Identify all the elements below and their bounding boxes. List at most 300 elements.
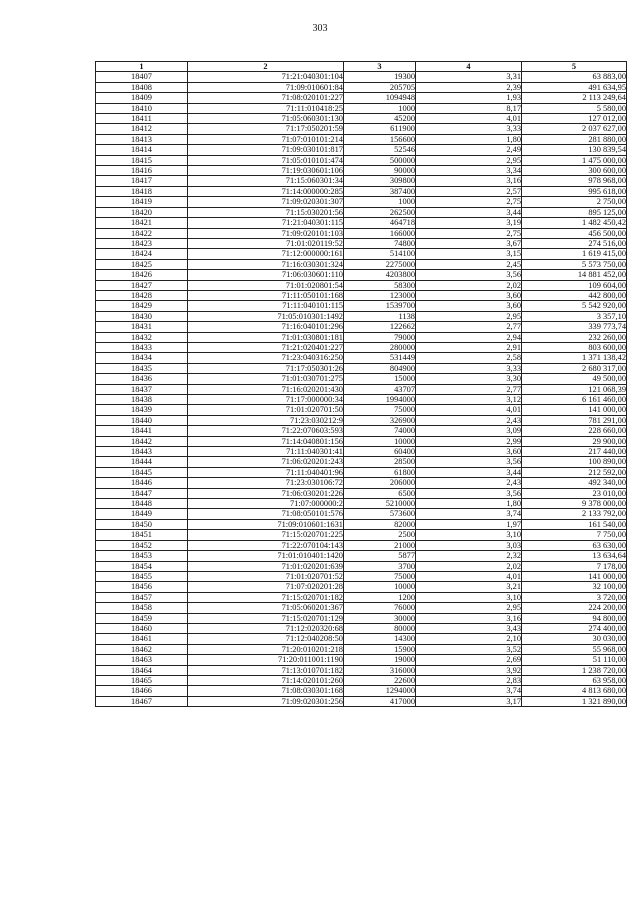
table-cell: 232 260,00: [522, 332, 627, 342]
table-cell: 2,10: [416, 634, 522, 644]
table-cell: 2 750,00: [522, 197, 627, 207]
table-cell: 10000: [344, 436, 416, 446]
table-cell: 1200: [344, 592, 416, 602]
table-cell: 1094948: [344, 93, 416, 103]
table-cell: 18441: [96, 426, 188, 436]
table-cell: 18408: [96, 82, 188, 92]
table-cell: 2,75: [416, 228, 522, 238]
table-cell: 71:21:020401:227: [188, 342, 344, 352]
table-cell: 18460: [96, 623, 188, 633]
table-cell: 2275000: [344, 259, 416, 269]
table-cell: 514100: [344, 249, 416, 259]
table-cell: 71:23:030106:72: [188, 478, 344, 488]
table-cell: 32 100,00: [522, 582, 627, 592]
table-cell: 228 660,00: [522, 426, 627, 436]
table-cell: 71:17:050201:59: [188, 124, 344, 134]
column-header-1: 1: [96, 62, 188, 72]
table-cell: 217 440,00: [522, 447, 627, 457]
table-cell: 326900: [344, 415, 416, 425]
table-cell: 18439: [96, 405, 188, 415]
table-cell: 18450: [96, 519, 188, 529]
table-cell: 2,95: [416, 155, 522, 165]
table-row: [96, 530, 627, 540]
table-row: [96, 280, 627, 290]
table-cell: 18440: [96, 415, 188, 425]
table-row: [96, 82, 627, 92]
table-row: [96, 551, 627, 561]
table-cell: 71:05:060201:367: [188, 603, 344, 613]
table-cell: 71:13:010701:182: [188, 665, 344, 675]
table-cell: 51 110,00: [522, 655, 627, 665]
table-cell: 71:23:040316:250: [188, 353, 344, 363]
table-cell: 3,09: [416, 426, 522, 436]
table-cell: 2,02: [416, 561, 522, 571]
table-cell: 995 618,00: [522, 186, 627, 196]
table-cell: 1,97: [416, 519, 522, 529]
table-cell: 3,15: [416, 249, 522, 259]
table-cell: 43707: [344, 384, 416, 394]
table-cell: 18458: [96, 603, 188, 613]
table-cell: 71:15:060301:34: [188, 176, 344, 186]
table-row: [96, 395, 627, 405]
table-cell: 2,69: [416, 655, 522, 665]
table-cell: 4,01: [416, 571, 522, 581]
table-cell: 71:15:020701:182: [188, 592, 344, 602]
table-cell: 3,44: [416, 207, 522, 217]
table-row: [96, 655, 627, 665]
table-cell: 573600: [344, 509, 416, 519]
table-cell: 3,10: [416, 530, 522, 540]
table-cell: 71:12:020320:68: [188, 623, 344, 633]
table-cell: 611900: [344, 124, 416, 134]
table-cell: 71:07:010101:214: [188, 134, 344, 144]
page-number: 303: [312, 23, 328, 34]
table-cell: 417000: [344, 696, 416, 706]
table-cell: 18426: [96, 270, 188, 280]
table-cell: 71:11:040101:115: [188, 301, 344, 311]
table-cell: 6 161 460,00: [522, 395, 627, 405]
table-cell: 90000: [344, 166, 416, 176]
table-row: [96, 467, 627, 477]
table-cell: 1 619 415,00: [522, 249, 627, 259]
table-cell: 2,49: [416, 145, 522, 155]
table-cell: 30 030,00: [522, 634, 627, 644]
column-header-3: 3: [344, 62, 416, 72]
table-cell: 61800: [344, 467, 416, 477]
table-row: [96, 499, 627, 509]
table-row: [96, 259, 627, 269]
table-cell: 18453: [96, 551, 188, 561]
table-cell: 442 800,00: [522, 290, 627, 300]
table-cell: 71:09:020301:307: [188, 197, 344, 207]
table-row: [96, 103, 627, 113]
table-cell: 18452: [96, 540, 188, 550]
table-cell: 122662: [344, 322, 416, 332]
table-cell: 3,56: [416, 488, 522, 498]
table-cell: 18422: [96, 228, 188, 238]
table-cell: 21000: [344, 540, 416, 550]
table-cell: 9 378 000,00: [522, 499, 627, 509]
table-cell: 1138: [344, 311, 416, 321]
table-row: [96, 665, 627, 675]
table-row: [96, 342, 627, 352]
table-cell: 212 592,00: [522, 467, 627, 477]
table-cell: 2 113 249,64: [522, 93, 627, 103]
table-cell: 3,17: [416, 696, 522, 706]
table-cell: 14 881 452,00: [522, 270, 627, 280]
table-cell: 82000: [344, 519, 416, 529]
table-cell: 71:08:050101:576: [188, 509, 344, 519]
table-cell: 127 012,00: [522, 114, 627, 124]
table-cell: 205705: [344, 82, 416, 92]
table-cell: 3 720,00: [522, 592, 627, 602]
table-cell: 3,31: [416, 72, 522, 82]
table-cell: 71:21:040301:104: [188, 72, 344, 82]
table-cell: 19000: [344, 655, 416, 665]
table-cell: 2 133 792,00: [522, 509, 627, 519]
table-cell: 71:01:020801:54: [188, 280, 344, 290]
table-cell: 2,77: [416, 384, 522, 394]
table-cell: 3,60: [416, 447, 522, 457]
table-cell: 2,91: [416, 342, 522, 352]
table-cell: 1 482 450,42: [522, 218, 627, 228]
table-cell: 71:16:030301:324: [188, 259, 344, 269]
table-cell: 94 800,00: [522, 613, 627, 623]
table-cell: 3,33: [416, 124, 522, 134]
table-cell: 531449: [344, 353, 416, 363]
table-row: [96, 332, 627, 342]
table-cell: 2,43: [416, 478, 522, 488]
table-cell: 18443: [96, 447, 188, 457]
table-cell: 71:16:020201:430: [188, 384, 344, 394]
table-cell: 18465: [96, 675, 188, 685]
table-cell: 18448: [96, 499, 188, 509]
table-cell: 71:06:030601:110: [188, 270, 344, 280]
table-cell: 18442: [96, 436, 188, 446]
table-cell: 71:11:050101:168: [188, 290, 344, 300]
table-cell: 18411: [96, 114, 188, 124]
table-cell: 3,34: [416, 166, 522, 176]
table-cell: 5 573 750,00: [522, 259, 627, 269]
table-cell: 18447: [96, 488, 188, 498]
table-cell: 71:09:020101:103: [188, 228, 344, 238]
table-cell: 18417: [96, 176, 188, 186]
table-cell: 71:01:030701:275: [188, 374, 344, 384]
table-cell: 5210000: [344, 499, 416, 509]
table-cell: 71:05:010101:474: [188, 155, 344, 165]
table-cell: 18446: [96, 478, 188, 488]
table-row: [96, 238, 627, 248]
table-cell: 18434: [96, 353, 188, 363]
table-cell: 2,43: [416, 415, 522, 425]
table-cell: 300 600,00: [522, 166, 627, 176]
table-cell: 18412: [96, 124, 188, 134]
table-cell: 4,01: [416, 405, 522, 415]
table-cell: 161 540,00: [522, 519, 627, 529]
table-header-row: [96, 62, 627, 72]
table-row: [96, 405, 627, 415]
table-cell: 3,60: [416, 290, 522, 300]
table-row: [96, 374, 627, 384]
table-cell: 18413: [96, 134, 188, 144]
table-cell: 2,57: [416, 186, 522, 196]
table-cell: 29 900,00: [522, 436, 627, 446]
table-cell: 71:11:010418:25: [188, 103, 344, 113]
table-row: [96, 488, 627, 498]
table-cell: 8,17: [416, 103, 522, 113]
table-cell: 18430: [96, 311, 188, 321]
table-cell: 18444: [96, 457, 188, 467]
table-cell: 18437: [96, 384, 188, 394]
table-cell: 3,10: [416, 592, 522, 602]
table-row: [96, 270, 627, 280]
table-cell: 22600: [344, 675, 416, 685]
table-cell: 49 500,00: [522, 374, 627, 384]
table-cell: 895 125,00: [522, 207, 627, 217]
table-cell: 71:15:020701:129: [188, 613, 344, 623]
table-cell: 1 371 138,42: [522, 353, 627, 363]
table-cell: 100 890,00: [522, 457, 627, 467]
table-cell: 71:21:040301:115: [188, 218, 344, 228]
table-cell: 18436: [96, 374, 188, 384]
table-cell: 71:05:010301:1492: [188, 311, 344, 321]
table-cell: 1,93: [416, 93, 522, 103]
table-row: [96, 353, 627, 363]
table-cell: 18459: [96, 613, 188, 623]
table-cell: 3,16: [416, 613, 522, 623]
table-row: [96, 290, 627, 300]
table-cell: 18462: [96, 644, 188, 654]
table-cell: 18427: [96, 280, 188, 290]
table-cell: 18418: [96, 186, 188, 196]
table-cell: 71:01:020701:52: [188, 571, 344, 581]
table-cell: 804900: [344, 363, 416, 373]
table-cell: 18414: [96, 145, 188, 155]
table-row: [96, 311, 627, 321]
table-row: [96, 509, 627, 519]
table-row: [96, 197, 627, 207]
table-cell: 3,43: [416, 623, 522, 633]
table-cell: 3700: [344, 561, 416, 571]
table-cell: 7 750,00: [522, 530, 627, 540]
table-row: [96, 634, 627, 644]
table-cell: 121 068,39: [522, 384, 627, 394]
table-cell: 280000: [344, 342, 416, 352]
table-cell: 10000: [344, 582, 416, 592]
table-cell: 3,30: [416, 374, 522, 384]
table-row: [96, 644, 627, 654]
table-cell: 71:09:010601:84: [188, 82, 344, 92]
table-cell: 2,95: [416, 603, 522, 613]
table-cell: 74000: [344, 426, 416, 436]
table-cell: 3 357,10: [522, 311, 627, 321]
table-cell: 3,19: [416, 218, 522, 228]
table-row: [96, 155, 627, 165]
table-cell: 19300: [344, 72, 416, 82]
table-cell: 18432: [96, 332, 188, 342]
table-cell: 2 680 317,00: [522, 363, 627, 373]
table-cell: 18424: [96, 249, 188, 259]
table-cell: 3,52: [416, 644, 522, 654]
table-cell: 18438: [96, 395, 188, 405]
table-cell: 1539700: [344, 301, 416, 311]
table-cell: 55 968,00: [522, 644, 627, 654]
table-row: [96, 686, 627, 696]
table-row: [96, 675, 627, 685]
table-row: [96, 603, 627, 613]
table-row: [96, 176, 627, 186]
table-cell: 76000: [344, 603, 416, 613]
table-cell: 18455: [96, 571, 188, 581]
table-cell: 71:16:040101:296: [188, 322, 344, 332]
table-cell: 1000: [344, 197, 416, 207]
table-cell: 3,33: [416, 363, 522, 373]
table-cell: 18449: [96, 509, 188, 519]
table-cell: 71:01:010401:1420: [188, 551, 344, 561]
table-cell: 781 291,00: [522, 415, 627, 425]
table-cell: 28500: [344, 457, 416, 467]
table-cell: 2,02: [416, 280, 522, 290]
table-cell: 18423: [96, 238, 188, 248]
table-cell: 2,83: [416, 675, 522, 685]
table-cell: 1 321 890,00: [522, 696, 627, 706]
table-cell: 71:14:000000:285: [188, 186, 344, 196]
table-cell: 130 839,54: [522, 145, 627, 155]
data-table: [95, 61, 627, 707]
table-cell: 71:20:011001:1190: [188, 655, 344, 665]
table-cell: 58300: [344, 280, 416, 290]
table-cell: 5 542 920,00: [522, 301, 627, 311]
table-cell: 274 400,00: [522, 623, 627, 633]
table-cell: 18464: [96, 665, 188, 675]
table-cell: 60400: [344, 447, 416, 457]
table-cell: 224 200,00: [522, 603, 627, 613]
table-cell: 18463: [96, 655, 188, 665]
table-row: [96, 457, 627, 467]
table-cell: 3,60: [416, 301, 522, 311]
table-cell: 13 634,64: [522, 551, 627, 561]
table-cell: 71:12:040208:50: [188, 634, 344, 644]
table-cell: 63 630,00: [522, 540, 627, 550]
table-cell: 3,12: [416, 395, 522, 405]
table-row: [96, 322, 627, 332]
table-cell: 2,99: [416, 436, 522, 446]
table-cell: 18451: [96, 530, 188, 540]
table-cell: 2,45: [416, 259, 522, 269]
table-cell: 18410: [96, 103, 188, 113]
column-header-5: 5: [522, 62, 627, 72]
table-cell: 71:15:030201:56: [188, 207, 344, 217]
table-cell: 803 600,00: [522, 342, 627, 352]
table-cell: 1000: [344, 103, 416, 113]
table-cell: 71:11:040301:41: [188, 447, 344, 457]
table-cell: 2,95: [416, 311, 522, 321]
table-cell: 18454: [96, 561, 188, 571]
table-row: [96, 613, 627, 623]
table-row: [96, 623, 627, 633]
table-cell: 4,01: [416, 114, 522, 124]
table-cell: 2,75: [416, 197, 522, 207]
table-cell: 3,03: [416, 540, 522, 550]
table-cell: 3,67: [416, 238, 522, 248]
table-cell: 71:11:040401:96: [188, 467, 344, 477]
table-cell: 1,80: [416, 134, 522, 144]
table-cell: 141 000,00: [522, 571, 627, 581]
table-cell: 63 883,00: [522, 72, 627, 82]
table-row: [96, 363, 627, 373]
table-cell: 71:19:030601:106: [188, 166, 344, 176]
table-row: [96, 301, 627, 311]
table-cell: 71:08:030301:168: [188, 686, 344, 696]
table-cell: 71:15:020701:225: [188, 530, 344, 540]
table-cell: 2,39: [416, 82, 522, 92]
table-row: [96, 696, 627, 706]
table-row: [96, 478, 627, 488]
table-cell: 274 516,00: [522, 238, 627, 248]
table-cell: 109 604,00: [522, 280, 627, 290]
table-cell: 3,56: [416, 457, 522, 467]
table-row: [96, 166, 627, 176]
table-cell: 71:17:050301:26: [188, 363, 344, 373]
table-cell: 15900: [344, 644, 416, 654]
table-cell: 1 238 720,00: [522, 665, 627, 675]
table-cell: 1994000: [344, 395, 416, 405]
table-cell: 3,74: [416, 509, 522, 519]
table-cell: 71:06:030201:226: [188, 488, 344, 498]
table-row: [96, 114, 627, 124]
table-cell: 262500: [344, 207, 416, 217]
table-row: [96, 426, 627, 436]
table-cell: 281 880,00: [522, 134, 627, 144]
table-row: [96, 415, 627, 425]
table-cell: 2,58: [416, 353, 522, 363]
table-row: [96, 134, 627, 144]
table-cell: 18466: [96, 686, 188, 696]
table-cell: 387400: [344, 186, 416, 196]
table-cell: 3,74: [416, 686, 522, 696]
table-cell: 15000: [344, 374, 416, 384]
table-row: [96, 93, 627, 103]
table-row: [96, 218, 627, 228]
table-cell: 63 958,00: [522, 675, 627, 685]
table-cell: 316000: [344, 665, 416, 675]
table-row: [96, 384, 627, 394]
table-cell: 978 968,00: [522, 176, 627, 186]
table-cell: 18445: [96, 467, 188, 477]
table-cell: 123000: [344, 290, 416, 300]
table-row: [96, 540, 627, 550]
table-cell: 18467: [96, 696, 188, 706]
table-cell: 75000: [344, 571, 416, 581]
table-cell: 166000: [344, 228, 416, 238]
table-cell: 18409: [96, 93, 188, 103]
table-cell: 75000: [344, 405, 416, 415]
table-cell: 74800: [344, 238, 416, 248]
table-cell: 4203800: [344, 270, 416, 280]
table-cell: 18428: [96, 290, 188, 300]
table-cell: 18416: [96, 166, 188, 176]
table-cell: 18457: [96, 592, 188, 602]
table-cell: 464718: [344, 218, 416, 228]
table-cell: 5877: [344, 551, 416, 561]
table-cell: 2 037 627,00: [522, 124, 627, 134]
table-cell: 3,16: [416, 176, 522, 186]
table-cell: 456 500,00: [522, 228, 627, 238]
table-row: [96, 124, 627, 134]
table-row: [96, 582, 627, 592]
table-cell: 3,21: [416, 582, 522, 592]
table-cell: 45200: [344, 114, 416, 124]
